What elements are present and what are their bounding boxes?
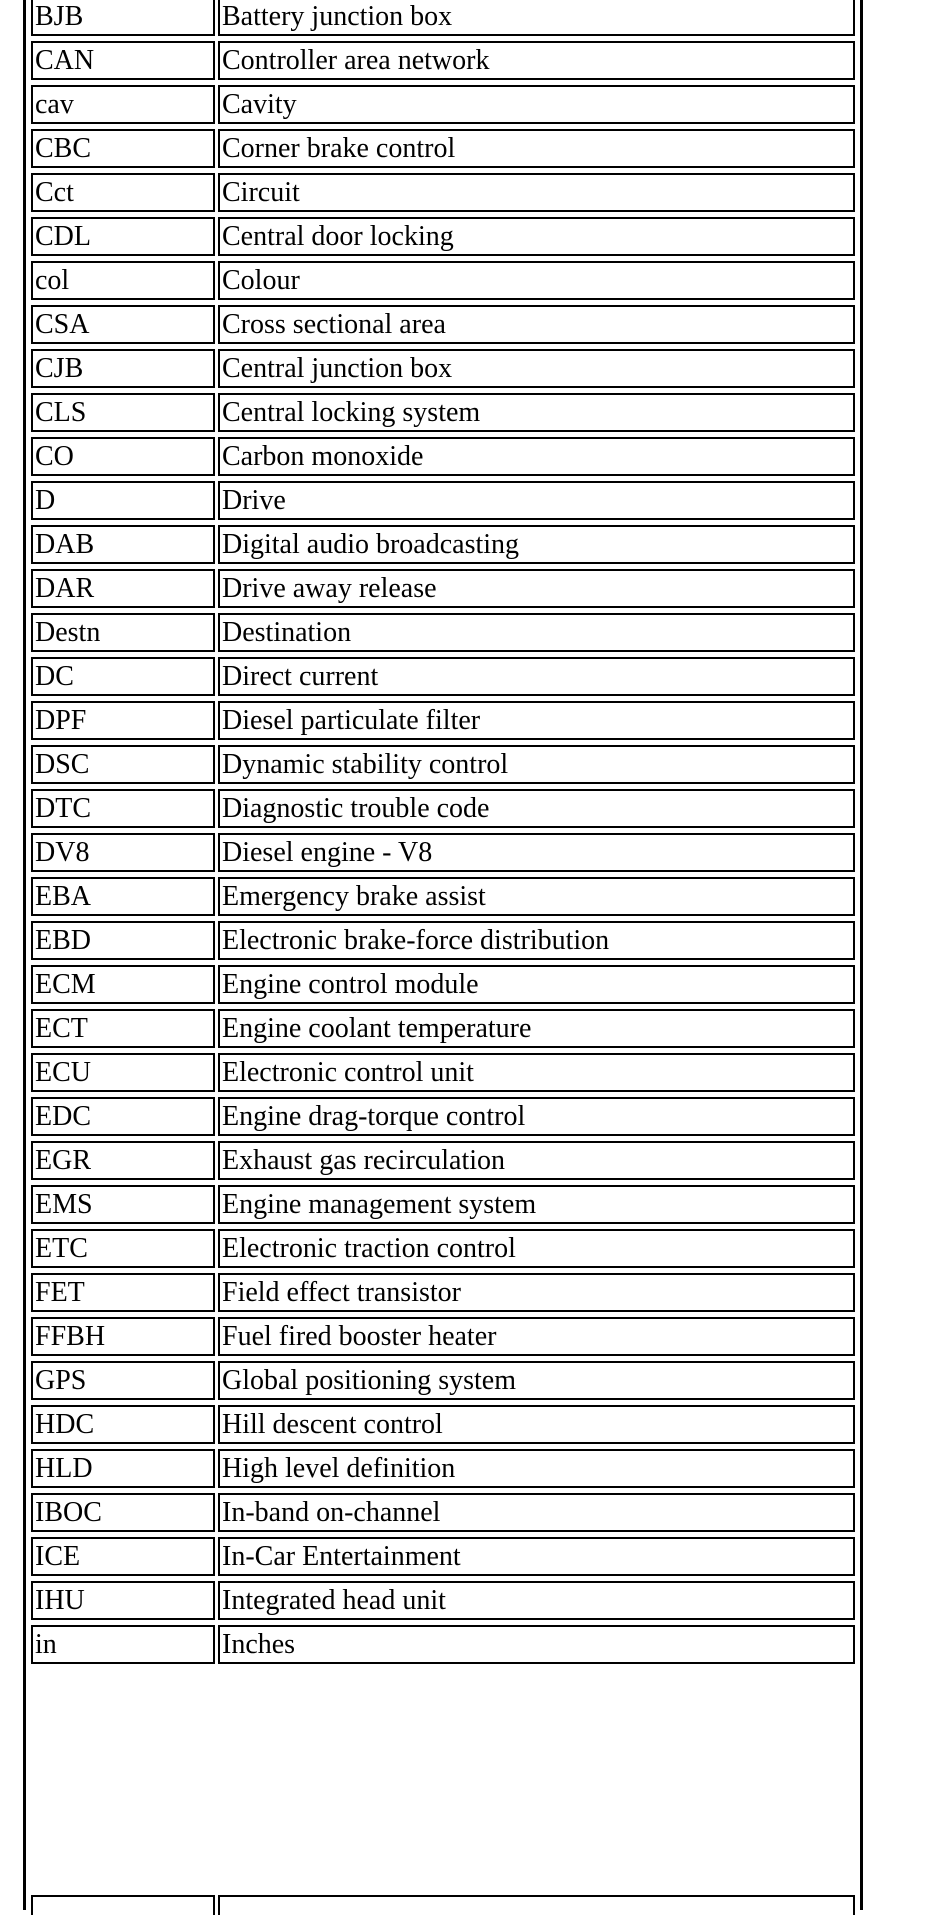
abbreviation-meaning-cell: Engine management system (218, 1185, 855, 1224)
table-row (31, 0, 855, 36)
abbreviation-code-cell: DSC (31, 745, 215, 784)
abbreviation-meaning-cell: Direct current (218, 657, 855, 696)
abbreviation-code-cell: in (31, 1625, 215, 1664)
abbreviation-code-cell: DPF (31, 701, 215, 740)
table-row (31, 305, 855, 344)
table-row (31, 701, 855, 740)
table-row (31, 41, 855, 80)
abbreviation-meaning-cell: Field effect transistor (218, 1273, 855, 1312)
abbreviation-code-cell: CJB (31, 349, 215, 388)
table-row (31, 173, 855, 212)
table-row (31, 1361, 855, 1400)
abbreviation-code-cell: CDL (31, 217, 215, 256)
table-row (31, 129, 855, 168)
table-row (31, 481, 855, 520)
table-row (31, 1581, 855, 1620)
abbreviation-code-cell: EBD (31, 921, 215, 960)
table-row (31, 1141, 855, 1180)
abbreviation-meaning-cell: Drive away release (218, 569, 855, 608)
abbreviation-code-cell: HDC (31, 1405, 215, 1444)
table-row (31, 1273, 855, 1312)
abbreviation-meaning-cell: Carbon monoxide (218, 437, 855, 476)
abbreviation-meaning-cell: Integrated head unit (218, 1581, 855, 1620)
abbreviation-meaning-cell: Corner brake control (218, 129, 855, 168)
abbreviation-code-cell: IBOC (31, 1493, 215, 1532)
table-row (31, 1185, 855, 1224)
abbreviation-code-cell: EGR (31, 1141, 215, 1180)
abbreviation-code-cell: Destn (31, 613, 215, 652)
table-row (31, 1097, 855, 1136)
table-row (31, 437, 855, 476)
abbreviation-code-cell: EDC (31, 1097, 215, 1136)
abbreviation-code-cell: cav (31, 85, 215, 124)
table-row (31, 877, 855, 916)
abbreviation-code-cell: FFBH (31, 1317, 215, 1356)
abbreviation-meaning-cell: Electronic control unit (218, 1053, 855, 1092)
abbreviation-meaning-cell: Controller area network (218, 41, 855, 80)
abbreviation-meaning-cell: Destination (218, 613, 855, 652)
table-cell-code-partial (31, 1895, 215, 1915)
abbreviation-code-cell: D (31, 481, 215, 520)
abbreviation-meaning-cell: Cavity (218, 85, 855, 124)
abbreviation-meaning-cell: Circuit (218, 173, 855, 212)
table-row (31, 1625, 855, 1664)
abbreviation-code-cell: FET (31, 1273, 215, 1312)
abbreviation-meaning-cell: Electronic traction control (218, 1229, 855, 1268)
table-row (31, 349, 855, 388)
abbreviation-meaning-cell: Engine control module (218, 965, 855, 1004)
abbreviation-code-cell: Cct (31, 173, 215, 212)
table-row (31, 833, 855, 872)
abbreviation-code-cell: ECM (31, 965, 215, 1004)
table-row-partial (28, 1895, 858, 1915)
abbreviation-meaning-cell: Electronic brake-force distribution (218, 921, 855, 960)
table-row (31, 1537, 855, 1576)
abbreviation-meaning-cell: Global positioning system (218, 1361, 855, 1400)
abbreviation-meaning-cell: In-Car Entertainment (218, 1537, 855, 1576)
abbreviation-code-cell: CBC (31, 129, 215, 168)
table-row (31, 1449, 855, 1488)
abbreviation-code-cell: CSA (31, 305, 215, 344)
table-row (31, 789, 855, 828)
abbreviation-code-cell: BJB (31, 0, 215, 36)
table-row (31, 745, 855, 784)
table-row (31, 569, 855, 608)
abbreviation-meaning-cell: Central locking system (218, 393, 855, 432)
abbreviation-code-cell: DTC (31, 789, 215, 828)
abbreviation-meaning-cell: Engine coolant temperature (218, 1009, 855, 1048)
abbreviation-meaning-cell: Diesel particulate filter (218, 701, 855, 740)
abbreviation-code-cell: CO (31, 437, 215, 476)
abbreviation-meaning-cell: Exhaust gas recirculation (218, 1141, 855, 1180)
table-row (31, 1009, 855, 1048)
abbreviations-table-body (31, 0, 855, 1664)
table-row (31, 525, 855, 564)
abbreviation-code-cell: IHU (31, 1581, 215, 1620)
abbreviations-table (28, 0, 858, 1669)
abbreviation-meaning-cell: Hill descent control (218, 1405, 855, 1444)
table-row (31, 965, 855, 1004)
table-row (31, 1053, 855, 1092)
table-row (31, 217, 855, 256)
abbreviation-code-cell: HLD (31, 1449, 215, 1488)
abbreviation-meaning-cell: Engine drag-torque control (218, 1097, 855, 1136)
abbreviation-code-cell: col (31, 261, 215, 300)
abbreviation-meaning-cell: Diagnostic trouble code (218, 789, 855, 828)
abbreviation-meaning-cell: Dynamic stability control (218, 745, 855, 784)
table-row (31, 613, 855, 652)
table-row (31, 921, 855, 960)
abbreviation-meaning-cell: Cross sectional area (218, 305, 855, 344)
abbreviation-meaning-cell: In-band on-channel (218, 1493, 855, 1532)
abbreviation-meaning-cell: Colour (218, 261, 855, 300)
abbreviation-code-cell: DC (31, 657, 215, 696)
abbreviation-code-cell: EBA (31, 877, 215, 916)
abbreviation-code-cell: ECT (31, 1009, 215, 1048)
abbreviation-code-cell: GPS (31, 1361, 215, 1400)
abbreviation-meaning-cell: Drive (218, 481, 855, 520)
table-row (31, 1405, 855, 1444)
abbreviation-meaning-cell: Inches (218, 1625, 855, 1664)
abbreviation-meaning-cell: Emergency brake assist (218, 877, 855, 916)
table-row (31, 1229, 855, 1268)
abbreviation-code-cell: CLS (31, 393, 215, 432)
abbreviation-meaning-cell: High level definition (218, 1449, 855, 1488)
abbreviation-meaning-cell: Battery junction box (218, 0, 855, 36)
abbreviation-meaning-cell: Central junction box (218, 349, 855, 388)
abbreviation-code-cell: EMS (31, 1185, 215, 1224)
abbreviation-code-cell: DAR (31, 569, 215, 608)
table-row (31, 1493, 855, 1532)
abbreviation-code-cell: ECU (31, 1053, 215, 1092)
abbreviation-code-cell: DAB (31, 525, 215, 564)
table-row (31, 393, 855, 432)
abbreviation-code-cell: ICE (31, 1537, 215, 1576)
table-row (31, 261, 855, 300)
table-cell-meaning-partial (218, 1895, 855, 1915)
abbreviation-code-cell: ETC (31, 1229, 215, 1268)
abbreviation-code-cell: CAN (31, 41, 215, 80)
abbreviation-meaning-cell: Diesel engine - V8 (218, 833, 855, 872)
abbreviation-meaning-cell: Central door locking (218, 217, 855, 256)
abbreviation-code-cell: DV8 (31, 833, 215, 872)
table-row (31, 657, 855, 696)
abbreviation-meaning-cell: Fuel fired booster heater (218, 1317, 855, 1356)
table-row (31, 85, 855, 124)
abbreviation-meaning-cell: Digital audio broadcasting (218, 525, 855, 564)
table-row (31, 1317, 855, 1356)
